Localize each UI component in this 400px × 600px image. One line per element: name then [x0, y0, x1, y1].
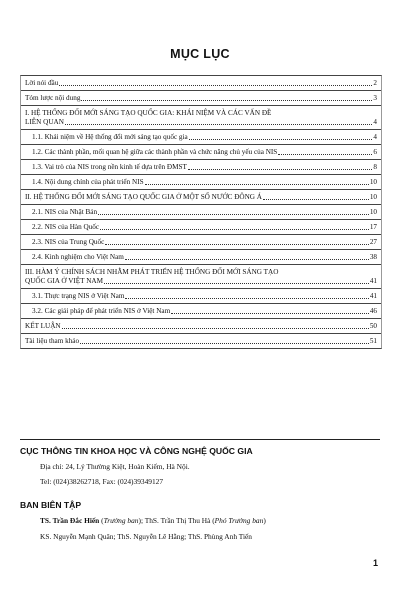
page-title: MỤC LỤC: [170, 47, 230, 61]
page-number: 1: [372, 558, 378, 568]
org-name: CỤC THÔNG TIN KHOA HỌC VÀ CÔNG NGHỆ QUỐC GIA: [20, 446, 253, 456]
toc-leader-dots: [171, 313, 369, 314]
toc-entry-title: 1.4. Nội dung chính của phát triển NIS: [32, 178, 144, 186]
toc-entry: [21, 106, 381, 130]
toc-entry-page: 10: [369, 178, 377, 186]
toc-entry-page: 8: [373, 163, 377, 171]
board-line-2: KS. Nguyễn Mạnh Quân; ThS. Nguyễn Lê Hằng; ThS. Phùng Anh Tiến: [40, 532, 253, 541]
toc-leader-dots: [105, 244, 369, 245]
toc-leader-dots: [98, 214, 369, 215]
toc-leader-dots: [188, 169, 373, 170]
toc-entry: [21, 160, 381, 175]
toc-entry-page: 17: [369, 223, 377, 231]
board-line-1: TS. Trần Đắc Hiến (Trưởng ban); ThS. Trần Thị Thu Hà (Phó Trưởng ban): [40, 516, 266, 525]
org-contact: Tel: (024)38262718, Fax: (024)39349127: [40, 477, 164, 486]
toc-leader-dots: [81, 100, 372, 101]
toc-entry: [21, 304, 381, 319]
toc-entry-page: 3: [373, 94, 377, 102]
toc-entry: [21, 220, 381, 235]
divider: [20, 439, 380, 440]
toc-leader-dots: [263, 199, 369, 200]
toc-leader-dots: [59, 85, 372, 86]
toc-entry-title-line1: III. HÀM Ý CHÍNH SÁCH NHẰM PHÁT TRIỂN HỆ THỐNG ĐỔI MỚI SÁNG TẠO: [25, 268, 279, 276]
toc-entry-page: 6: [373, 148, 377, 156]
toc-entry-page: 10: [369, 193, 377, 201]
toc-entry-title: 3.1. Thực trạng NIS ở Việt Nam: [32, 292, 125, 300]
toc-entry-page: 4: [373, 133, 377, 141]
toc-entry-title: 1.3. Vai trò của NIS trong nền kinh tế dựa trên ĐMST: [32, 163, 187, 171]
toc-entry-title: II. HỆ THỐNG ĐỔI MỚI SÁNG TẠO QUỐC GIA Ở MỘT SỐ NƯỚC ĐÔNG Á: [25, 193, 262, 201]
toc-leader-dots: [278, 154, 372, 155]
board-deputy-role: Phó Trưởng ban: [214, 516, 264, 525]
toc-entry: [21, 91, 381, 106]
toc-leader-dots: [100, 229, 369, 230]
toc-entry: [21, 175, 381, 190]
toc-leader-dots: [80, 343, 369, 344]
toc-leader-dots: [189, 139, 373, 140]
toc-entry: [21, 190, 381, 205]
table-of-contents: [20, 75, 382, 349]
toc-entry-page: 4: [373, 118, 377, 126]
board-head-role: Trưởng ban: [103, 516, 139, 525]
toc-entry: [21, 130, 381, 145]
toc-entry-page: 38: [369, 253, 377, 261]
toc-entry-title: KẾT LUẬN: [25, 322, 61, 330]
toc-entry-title: 1.1. Khái niệm về Hệ thống đổi mới sáng tạo quốc gia: [32, 133, 188, 141]
toc-entry: [21, 334, 381, 348]
toc-entry-title: 1.2. Các thành phần, mối quan hệ giữa các thành phần và chức năng chủ yếu của NIS: [32, 148, 278, 156]
toc-entry-page: 51: [369, 337, 377, 345]
toc-entry-page: 10: [369, 208, 377, 216]
toc-entry-title: Tài liệu tham khảo: [25, 337, 80, 345]
toc-entry: [21, 76, 381, 91]
toc-leader-dots: [125, 298, 368, 299]
board-heading: BAN BIÊN TẬP: [20, 500, 82, 510]
toc-entry: [21, 265, 381, 289]
toc-entry: [21, 289, 381, 304]
toc-entry-title: Tóm lược nội dung: [25, 94, 81, 102]
toc-entry: [21, 319, 381, 334]
toc-entry-page: 2: [373, 79, 377, 87]
toc-entry: [21, 205, 381, 220]
toc-entry-title: 2.3. NIS của Trung Quốc: [32, 238, 105, 246]
toc-entry-title: 2.2. NIS của Hàn Quốc: [32, 223, 100, 231]
board-deputy-name: ; ThS. Trần Thị Thu Hà: [140, 516, 211, 525]
toc-entry-title-line1: I. HỆ THỐNG ĐỔI MỚI SÁNG TẠO QUỐC GIA: KHÁI NIỆM VÀ CÁC VẤN ĐỀ: [25, 109, 272, 117]
toc-leader-dots: [145, 184, 369, 185]
toc-entry: [21, 145, 381, 160]
toc-entry-title: 2.1. NIS của Nhật Bản: [32, 208, 98, 216]
toc-entry-page: 41: [369, 292, 377, 300]
toc-entry-title: QUỐC GIA Ở VIỆT NAM: [25, 277, 103, 285]
toc-leader-dots: [62, 328, 369, 329]
toc-entry: [21, 250, 381, 265]
toc-entry-title: Lời nói đầu: [25, 79, 59, 87]
toc-entry-page: 46: [369, 307, 377, 315]
toc-leader-dots: [65, 124, 372, 125]
org-address: Địa chỉ: 24, Lý Thường Kiệt, Hoàn Kiếm, Hà Nội.: [40, 462, 190, 471]
toc-leader-dots: [125, 259, 369, 260]
toc-leader-dots: [104, 283, 369, 284]
toc-entry: [21, 235, 381, 250]
toc-entry-page: 50: [369, 322, 377, 330]
toc-entry-title: 3.2. Các giải pháp để phát triển NIS ở Việt Nam: [32, 307, 171, 315]
toc-entry-title: LIÊN QUAN: [25, 118, 64, 126]
toc-entry-page: 41: [369, 277, 377, 285]
board-head-name: TS. Trần Đắc Hiến: [40, 516, 100, 525]
toc-entry-title: 2.4. Kinh nghiệm cho Việt Nam: [32, 253, 124, 261]
toc-entry-page: 27: [369, 238, 377, 246]
